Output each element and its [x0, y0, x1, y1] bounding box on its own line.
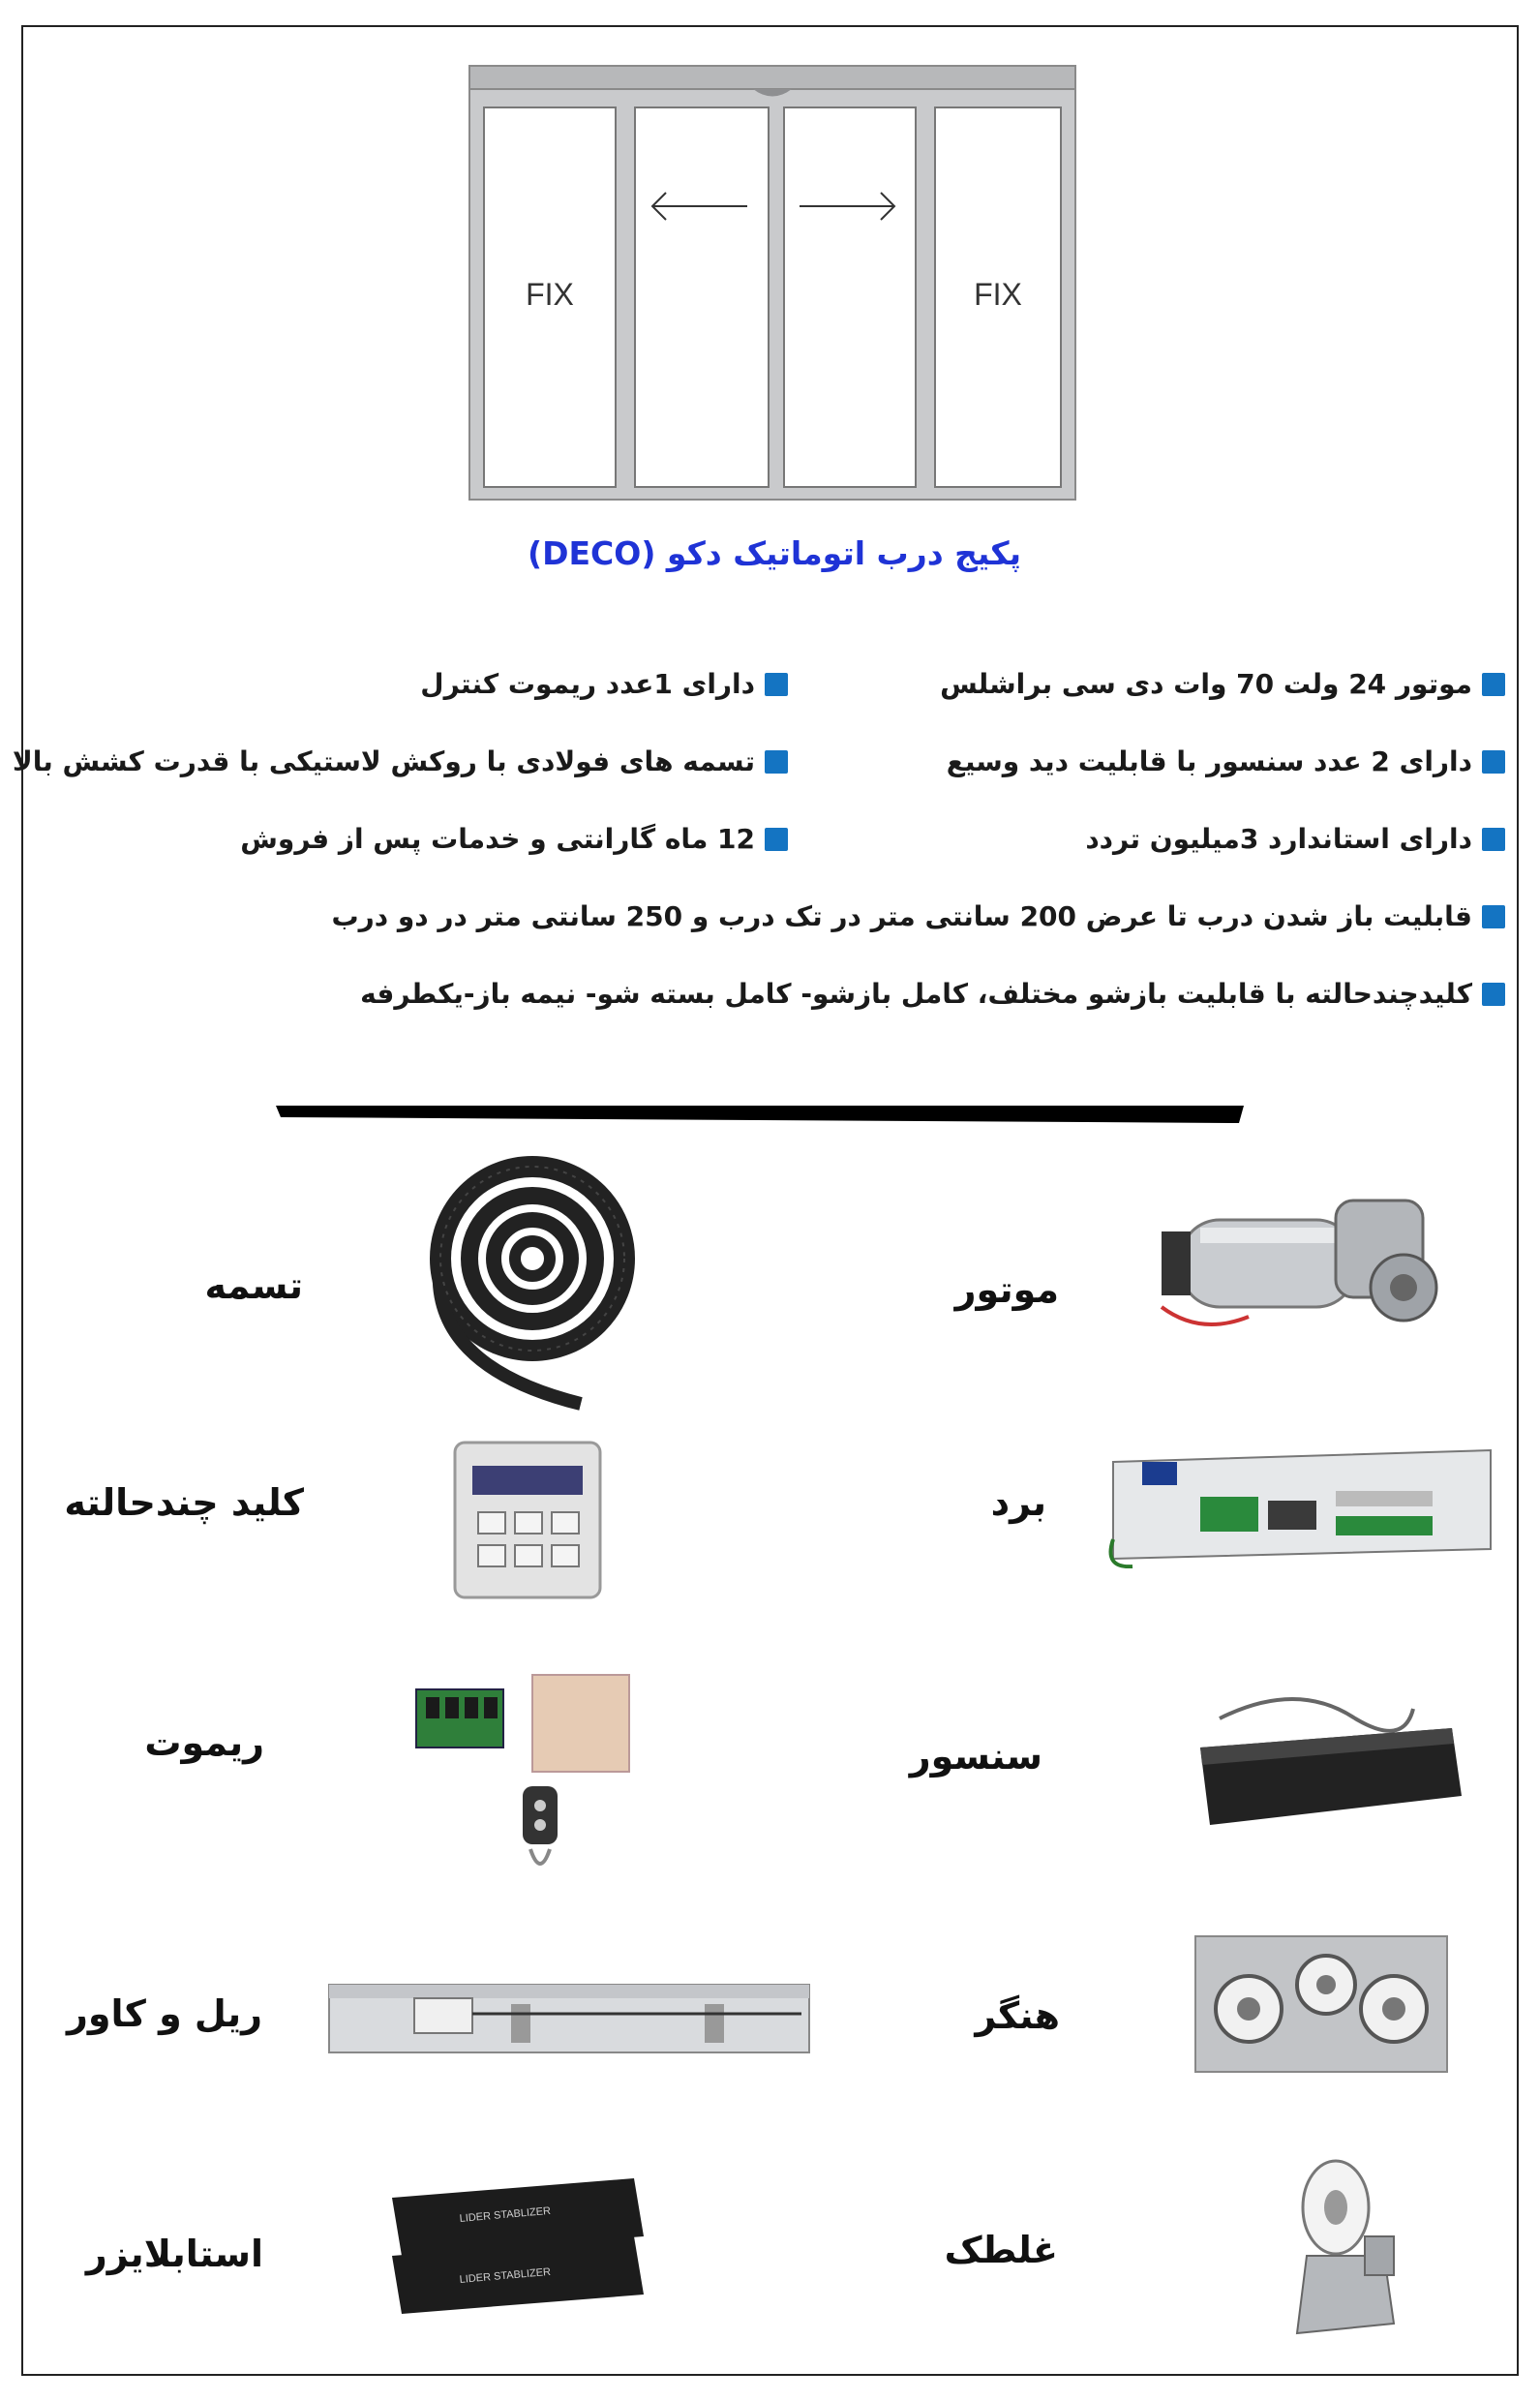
product-label-switch: کلید چندحالته	[64, 1481, 304, 1524]
feature-item: قابلیت باز شدن درب تا عرض 200 سانتی متر در تک درب و 250 سانتی متر در دو درب	[332, 900, 1505, 932]
feature-item: دارای 1عدد ریموت کنترل	[420, 668, 788, 700]
product-label-belt: تسمه	[204, 1264, 303, 1307]
feature-item: تسمه های فولادی با روکش لاستیکی با قدرت کشش بالا	[13, 745, 788, 777]
svg-text:LIDER STABLIZER: LIDER STABLIZER	[459, 2204, 552, 2225]
roller-image	[1278, 2149, 1413, 2343]
motor-image	[1142, 1171, 1471, 1346]
bullet-square-icon	[765, 828, 788, 851]
rail-image	[327, 1975, 811, 2062]
remote-image	[407, 1670, 649, 1912]
bullet-square-icon	[765, 750, 788, 774]
bullet-square-icon	[1482, 828, 1505, 851]
stabilizer-image	[382, 2169, 653, 2324]
switch-image	[445, 1433, 610, 1607]
feature-item: دارای استاندارد 3میلیون تردد	[1085, 823, 1505, 855]
board-image	[1103, 1443, 1500, 1568]
feature-item: موتور 24 ولت 70 وات دی سی براشلس	[940, 668, 1505, 700]
product-label-roller: غلطک	[944, 2229, 1058, 2271]
sensor-image	[1191, 1689, 1471, 1835]
page-title: پکیج درب اتوماتیک دکو (DECO)	[528, 534, 1021, 572]
product-label-rail: ریل و کاور	[66, 1992, 262, 2035]
feature-item: کلیدچندحالته با قابلیت بازشو مختلف، کامل بازشو- کامل بسته شو- نیمه باز-یکطرفه	[360, 978, 1505, 1010]
product-label-remote: ریموت	[144, 1721, 264, 1764]
door-fix-left: FIX	[526, 277, 574, 312]
feature-item: دارای 2 عدد سنسور با قابلیت دید وسیع	[947, 745, 1505, 777]
product-label-hanger: هنگر	[975, 1994, 1060, 2037]
bullet-square-icon	[1482, 750, 1505, 774]
belt-image	[387, 1152, 658, 1413]
door-fix-right: FIX	[974, 277, 1022, 312]
svg-text:LIDER STABLIZER: LIDER STABLIZER	[459, 2265, 552, 2286]
section-divider	[276, 1104, 1244, 1123]
bullet-square-icon	[1482, 905, 1505, 928]
door-diagram	[468, 65, 1076, 501]
feature-item: 12 ماه گارانتی و خدمات پس از فروش	[240, 823, 788, 855]
product-label-sensor: سنسور	[909, 1735, 1042, 1778]
product-label-motor: موتور	[954, 1268, 1059, 1311]
bullet-square-icon	[765, 673, 788, 696]
bullet-square-icon	[1482, 983, 1505, 1006]
product-label-stabilizer: استابلایزر	[85, 2233, 263, 2275]
bullet-square-icon	[1482, 673, 1505, 696]
product-label-board: برد	[990, 1481, 1046, 1524]
hanger-image	[1191, 1931, 1452, 2077]
